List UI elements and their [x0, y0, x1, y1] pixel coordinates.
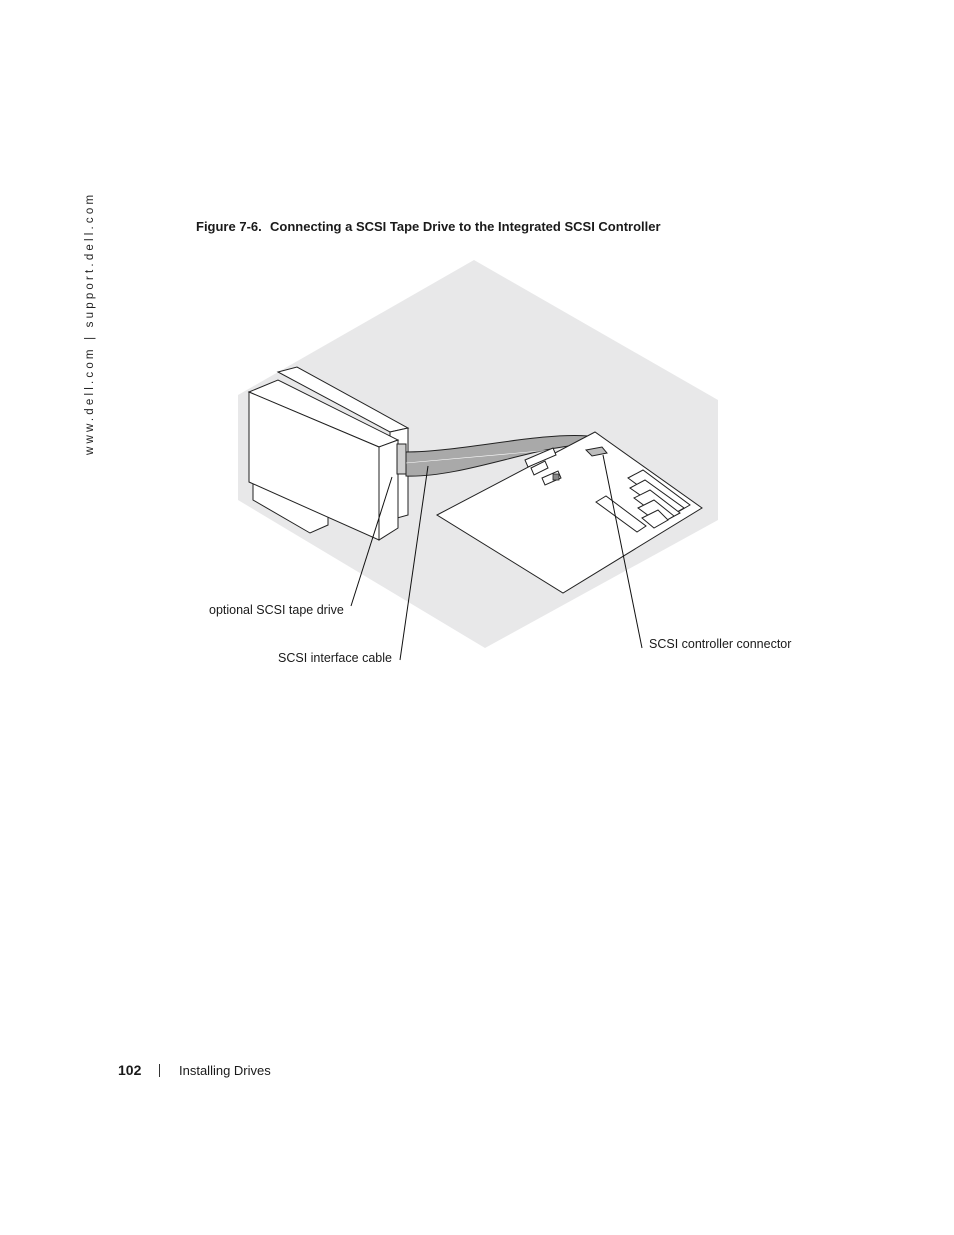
- callout-interface-cable: SCSI interface cable: [278, 651, 392, 665]
- figure-number: Figure 7-6.: [196, 219, 262, 234]
- side-url-text: www.dell.com | support.dell.com: [84, 191, 96, 455]
- callout-controller-connector: SCSI controller connector: [649, 637, 792, 651]
- callout-tape-drive: optional SCSI tape drive: [209, 603, 344, 617]
- tape-drive-front-side: [379, 440, 398, 540]
- drive-scsi-connector: [397, 444, 406, 474]
- page-number: 102: [118, 1062, 142, 1078]
- footer-divider: [159, 1064, 160, 1077]
- footer-section-title: Installing Drives: [179, 1063, 271, 1078]
- figure-title: Connecting a SCSI Tape Drive to the Integrated SCSI Controller: [270, 219, 661, 234]
